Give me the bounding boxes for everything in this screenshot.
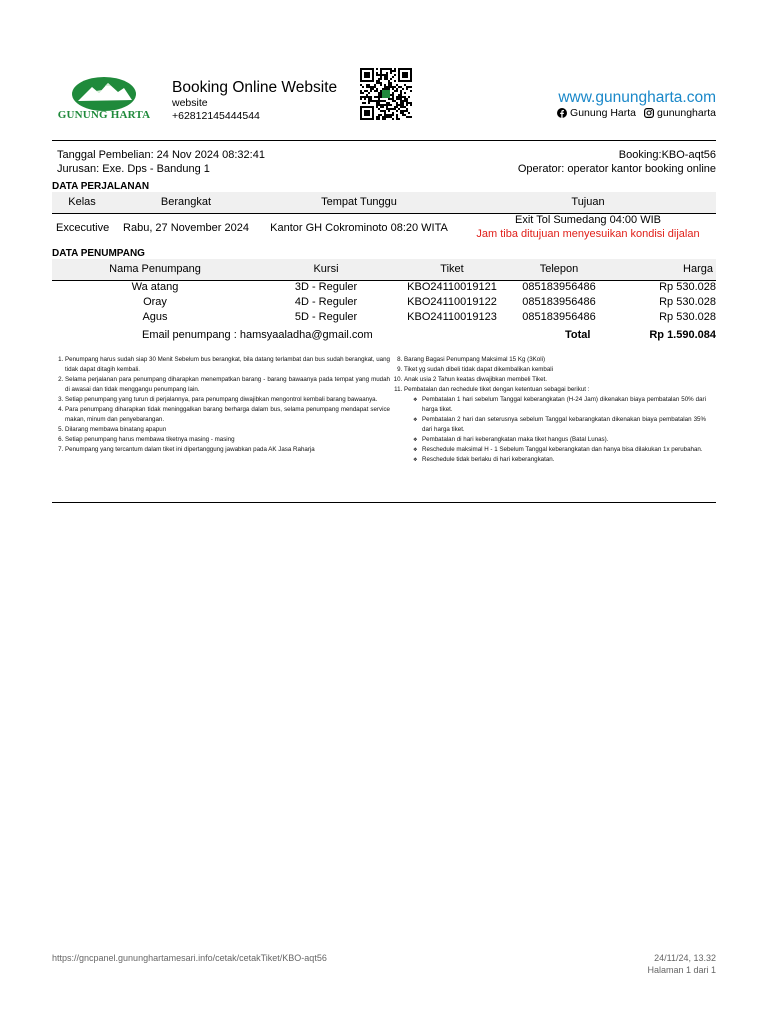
trip-row	[52, 214, 716, 244]
trip-depart: Rabu, 27 November 2024	[123, 222, 249, 234]
site-url-link[interactable]: www.gunungharta.com	[558, 89, 716, 106]
facebook-link[interactable]	[557, 107, 636, 119]
term-item: 6. Setiap penumpang harus membawa tiketnya masing - masing	[65, 435, 390, 445]
facebook-label: Gunung Harta	[570, 107, 637, 119]
instagram-icon	[644, 108, 654, 118]
table-row	[52, 296, 716, 311]
passenger-price: Rp 530.028	[659, 311, 716, 323]
term-item: 10. Anak usia 2 Tahun keatas diwajibkan membeli Tiket.	[404, 375, 706, 385]
pax-col-seat: Kursi	[313, 263, 339, 275]
booking-code: Booking:KBO-aqt56	[618, 149, 716, 161]
passenger-name: Wa atang	[131, 281, 179, 293]
passenger-ticket: KBO24110019122	[407, 296, 497, 308]
term-item: 8. Barang Bagasi Penumpang Maksimal 15 Kg (3Koli)	[404, 355, 706, 365]
facebook-icon	[557, 108, 567, 118]
term-subitem: ❖ Pembatalan 1 hari sebelum Tanggal keberangkatan (H-24 Jam) dikenakan biaya pembatalan 50% dari harga tiket.	[414, 395, 706, 415]
passenger-name: Agus	[142, 311, 168, 323]
footer-timestamp: 24/11/24, 13.32	[654, 953, 716, 963]
passenger-price: Rp 530.028	[659, 296, 716, 308]
trip-arrival-note: Jam tiba ditujuan menyesuikan kondisi dijalan	[476, 228, 700, 240]
total-value: Rp 1.590.084	[649, 329, 716, 341]
header-divider	[52, 140, 716, 141]
trip-destination: Exit Tol Sumedang 04:00 WIB	[515, 214, 661, 226]
term-item: 1. Penumpang harus sudah siap 30 Menit Sebelum bus berangkat, bila datang terlambat dan bus sudah berangkat, uang tidak dapat ditagih kembali.	[65, 355, 390, 375]
logo-wordmark: GUNUNG HARTA	[57, 109, 151, 121]
term-subitem: ❖ Reschedule tidak berlaku di hari keberangkatan.	[414, 455, 706, 465]
instagram-link[interactable]	[644, 107, 716, 119]
passenger-seat: 3D - Reguler	[294, 281, 358, 293]
pax-col-ticket: Tiket	[440, 263, 464, 275]
trip-col-class: Kelas	[68, 196, 96, 208]
passenger-table-header	[52, 259, 716, 280]
term-item: Pembatalan dan rechedule tiket dengan ketentuan sebagai berikut :	[404, 386, 590, 393]
instagram-label: gunungharta	[657, 107, 716, 119]
table-row	[52, 281, 716, 296]
terms-right	[391, 355, 706, 465]
passenger-phone: 085183956486	[522, 311, 596, 323]
trip-col-waiting: Tempat Tunggu	[321, 196, 397, 208]
term-subitem: ❖ Pembatalan di hari keberangkatan maka tiket hangus (Batal Lunas).	[414, 435, 706, 445]
header-phone: +62812145444544	[172, 110, 260, 122]
passenger-phone: 085183956486	[522, 281, 596, 293]
route: Jurusan: Exe. Dps - Bandung 1	[57, 163, 210, 175]
pax-col-phone: Telepon	[539, 263, 579, 275]
passenger-ticket: KBO24110019123	[407, 311, 497, 323]
passenger-name: Oray	[143, 296, 167, 308]
trip-col-destination: Tujuan	[571, 196, 605, 208]
header-title: Booking Online Website	[172, 79, 338, 96]
social-links	[557, 107, 716, 119]
term-item: 2. Selama perjalanan para penumpang diharapkan menempatkan barang - barang bawaanya pada tempat yang mudah di awasai dan tidak menggangu penumpang lain.	[65, 375, 390, 395]
passenger-seat: 4D - Reguler	[294, 296, 358, 308]
terms-bottom-divider	[52, 502, 716, 503]
terms-left	[52, 355, 390, 455]
header-website-label: website	[172, 97, 208, 109]
footer-page: Halaman 1 dari 1	[647, 965, 716, 975]
term-item: 9. Tiket yg sudah dibeli tidak dapat dikembalikan kembali	[404, 365, 706, 375]
pax-col-name: Nama Penumpang	[109, 263, 201, 275]
term-item: 3. Setiap penumpang yang turun di perjalannya, para penumpang diwajibkan mengontrol kembali barang bawaanya.	[65, 395, 390, 405]
term-subitem: ❖ Pembatalan 2 hari dan seterusnya sebelum Tanggal kebarangkatan dikenakan biaya pembatalan 35% dari harga tiket.	[414, 415, 706, 435]
passenger-ticket: KBO24110019121	[407, 281, 497, 293]
term-subitem: ❖ Reschedule maksimal H - 1 Sebelum Tanggal keberangkatan dan hanya bisa dilakukan 1x perubahan.	[414, 445, 706, 455]
passenger-email: Email penumpang : hamsyaaladha@gmail.com	[142, 329, 373, 341]
cancellation-rules	[404, 395, 706, 465]
passenger-seat: 5D - Reguler	[294, 311, 358, 323]
pax-col-price: Harga	[683, 263, 713, 275]
term-item: 4. Para penumpang diharapkan tidak meninggalkan barang berharga dalam bus, selama penumpang mendapat service makan, minum dan penyebarangan.	[65, 405, 390, 425]
qr-code	[360, 68, 412, 120]
trip-section-title: DATA PERJALANAN	[52, 181, 150, 192]
passenger-price: Rp 530.028	[659, 281, 716, 293]
gunung-harta-logo	[52, 74, 156, 124]
term-item: 5. Dilarang membawa binatang apapun	[65, 425, 390, 435]
trip-waiting: Kantor GH Cokrominoto 08:20 WITA	[270, 222, 448, 234]
trip-class: Excecutive	[56, 222, 110, 234]
purchase-date: Tanggal Pembelian: 24 Nov 2024 08:32:41	[57, 149, 265, 161]
passenger-phone: 085183956486	[522, 296, 596, 308]
passenger-section-title: DATA PENUMPANG	[52, 248, 145, 259]
trip-table-header	[52, 192, 716, 213]
operator: Operator: operator kantor booking online	[517, 163, 716, 175]
footer-url: https://gncpanel.gununghartamesari.info/cetak/cetakTiket/KBO-aqt56	[52, 953, 327, 963]
table-row	[52, 311, 716, 326]
term-item: 7. Penumpang yang tercantum dalam tiket ini dipertanggung jawabkan pada AK Jasa Raharja	[65, 445, 390, 455]
trip-col-depart: Berangkat	[160, 196, 212, 208]
total-label: Total	[565, 329, 591, 341]
